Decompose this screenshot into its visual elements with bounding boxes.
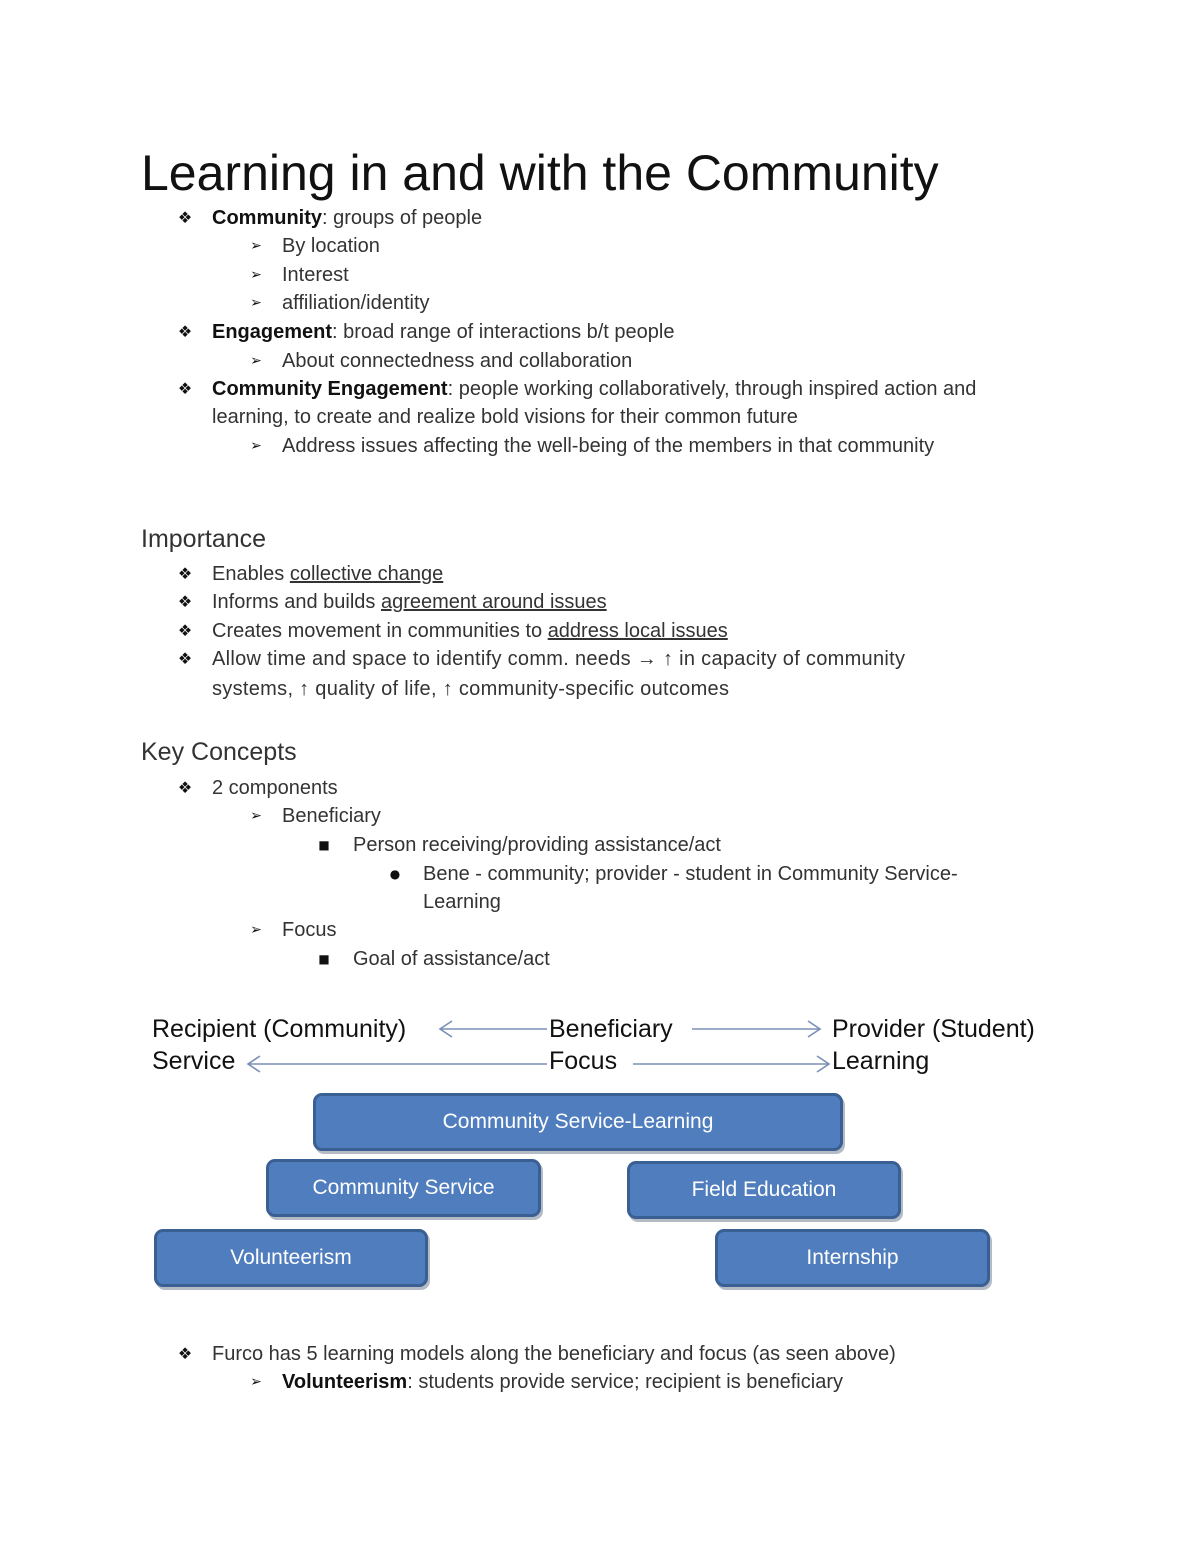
importance-item — [212, 588, 607, 616]
community-text: : groups of people — [322, 207, 483, 229]
diamond-bullet-icon: ❖ — [177, 564, 193, 583]
diamond-bullet-icon: ❖ — [177, 208, 193, 227]
arrow-bullet-icon: ➢ — [250, 238, 262, 254]
importance-item: Allow time and space to identify comm. needs → ↑ in capacity of community — [212, 648, 906, 670]
arrow-bullet-icon: ➢ — [250, 922, 262, 938]
list-item-continued: Learning — [423, 891, 501, 913]
box-label: Community Service-Learning — [442, 1110, 714, 1133]
square-bullet-icon: ■ — [318, 952, 330, 966]
diamond-bullet-icon: ❖ — [177, 1344, 193, 1363]
volunteerism-text: : students provide service; recipient is beneficiary — [407, 1371, 843, 1393]
list-item: 2 components — [212, 777, 338, 799]
importance-item — [212, 560, 443, 588]
box-label: Volunteerism — [230, 1246, 352, 1269]
list-item: Interest — [282, 264, 349, 286]
focus-label: Focus — [549, 1047, 618, 1075]
list-item: By location — [282, 235, 380, 257]
volunteerism-definition — [282, 1368, 843, 1396]
community-definition — [212, 204, 482, 232]
importance-heading: Importance — [141, 525, 267, 553]
list-item: Bene - community; provider - student in Community Service- — [423, 863, 958, 885]
community-engagement-text: : people working collaboratively, through inspired action and — [447, 378, 977, 400]
learning-label: Learning — [832, 1047, 930, 1075]
diamond-bullet-icon: ❖ — [177, 322, 193, 341]
diamond-bullet-icon: ❖ — [177, 778, 193, 797]
beneficiary-label: Beneficiary — [549, 1015, 673, 1043]
arrow-bullet-icon: ➢ — [250, 267, 262, 283]
diamond-bullet-icon: ❖ — [177, 621, 193, 640]
key-concepts-heading: Key Concepts — [141, 738, 297, 766]
importance-item-emphasis: collective change — [289, 563, 444, 585]
community-engagement-text-continued: learning, to create and realize bold visions for their common future — [212, 406, 798, 428]
list-item: Focus — [282, 919, 337, 941]
community-service-box — [266, 1159, 541, 1217]
arrow-bullet-icon: ➢ — [250, 295, 262, 311]
list-item: Beneficiary — [282, 805, 381, 827]
box-label: Internship — [806, 1246, 899, 1269]
dot-bullet-icon: ● — [389, 867, 401, 881]
page-title: Learning in and with the Community — [141, 145, 939, 201]
arrow-bullet-icon: ➢ — [250, 353, 262, 369]
community-engagement-definition — [212, 375, 976, 403]
importance-item — [212, 617, 728, 645]
provider-label: Provider (Student) — [832, 1015, 1035, 1043]
engagement-term: Engagement — [212, 321, 333, 343]
list-item: affiliation/identity — [282, 292, 430, 314]
engagement-text: : broad range of interactions b/t people — [332, 321, 675, 343]
diamond-bullet-icon: ❖ — [177, 592, 193, 611]
arrow-bullet-icon: ➢ — [250, 1374, 262, 1390]
internship-box — [715, 1229, 990, 1287]
importance-item-text: Creates movement in communities to — [212, 620, 548, 642]
community-engagement-term: Community Engagement — [212, 378, 448, 400]
box-label: Field Education — [691, 1178, 837, 1201]
importance-item-continued: systems, ↑ quality of life, ↑ community-specific outcomes — [212, 678, 730, 700]
list-item: Person receiving/providing assistance/act — [353, 834, 721, 856]
importance-item-emphasis: agreement around issues — [380, 591, 607, 613]
diamond-bullet-icon: ❖ — [177, 649, 193, 668]
arrow-bullet-icon: ➢ — [250, 438, 262, 454]
recipient-label: Recipient (Community) — [152, 1015, 407, 1043]
box-label: Community Service — [312, 1176, 495, 1199]
list-item: About connectedness and collaboration — [282, 350, 633, 372]
community-term: Community — [212, 207, 322, 229]
importance-item-text: Enables — [212, 563, 290, 585]
engagement-definition — [212, 318, 674, 346]
field-education-box — [627, 1161, 901, 1219]
importance-item-text: Informs and builds — [212, 591, 381, 613]
arrow-bullet-icon: ➢ — [250, 808, 262, 824]
list-item: Address issues affecting the well-being of the members in that community — [282, 435, 935, 457]
list-item: Goal of assistance/act — [353, 948, 550, 970]
service-label: Service — [152, 1047, 236, 1075]
community-service-learning-box — [313, 1093, 843, 1151]
volunteerism-term: Volunteerism — [282, 1371, 408, 1393]
volunteerism-box — [154, 1229, 428, 1287]
furco-item: Furco has 5 learning models along the beneficiary and focus (as seen above) — [212, 1343, 896, 1365]
diamond-bullet-icon: ❖ — [177, 379, 193, 398]
importance-item-emphasis: address local issues — [547, 620, 728, 642]
square-bullet-icon: ■ — [318, 838, 330, 852]
